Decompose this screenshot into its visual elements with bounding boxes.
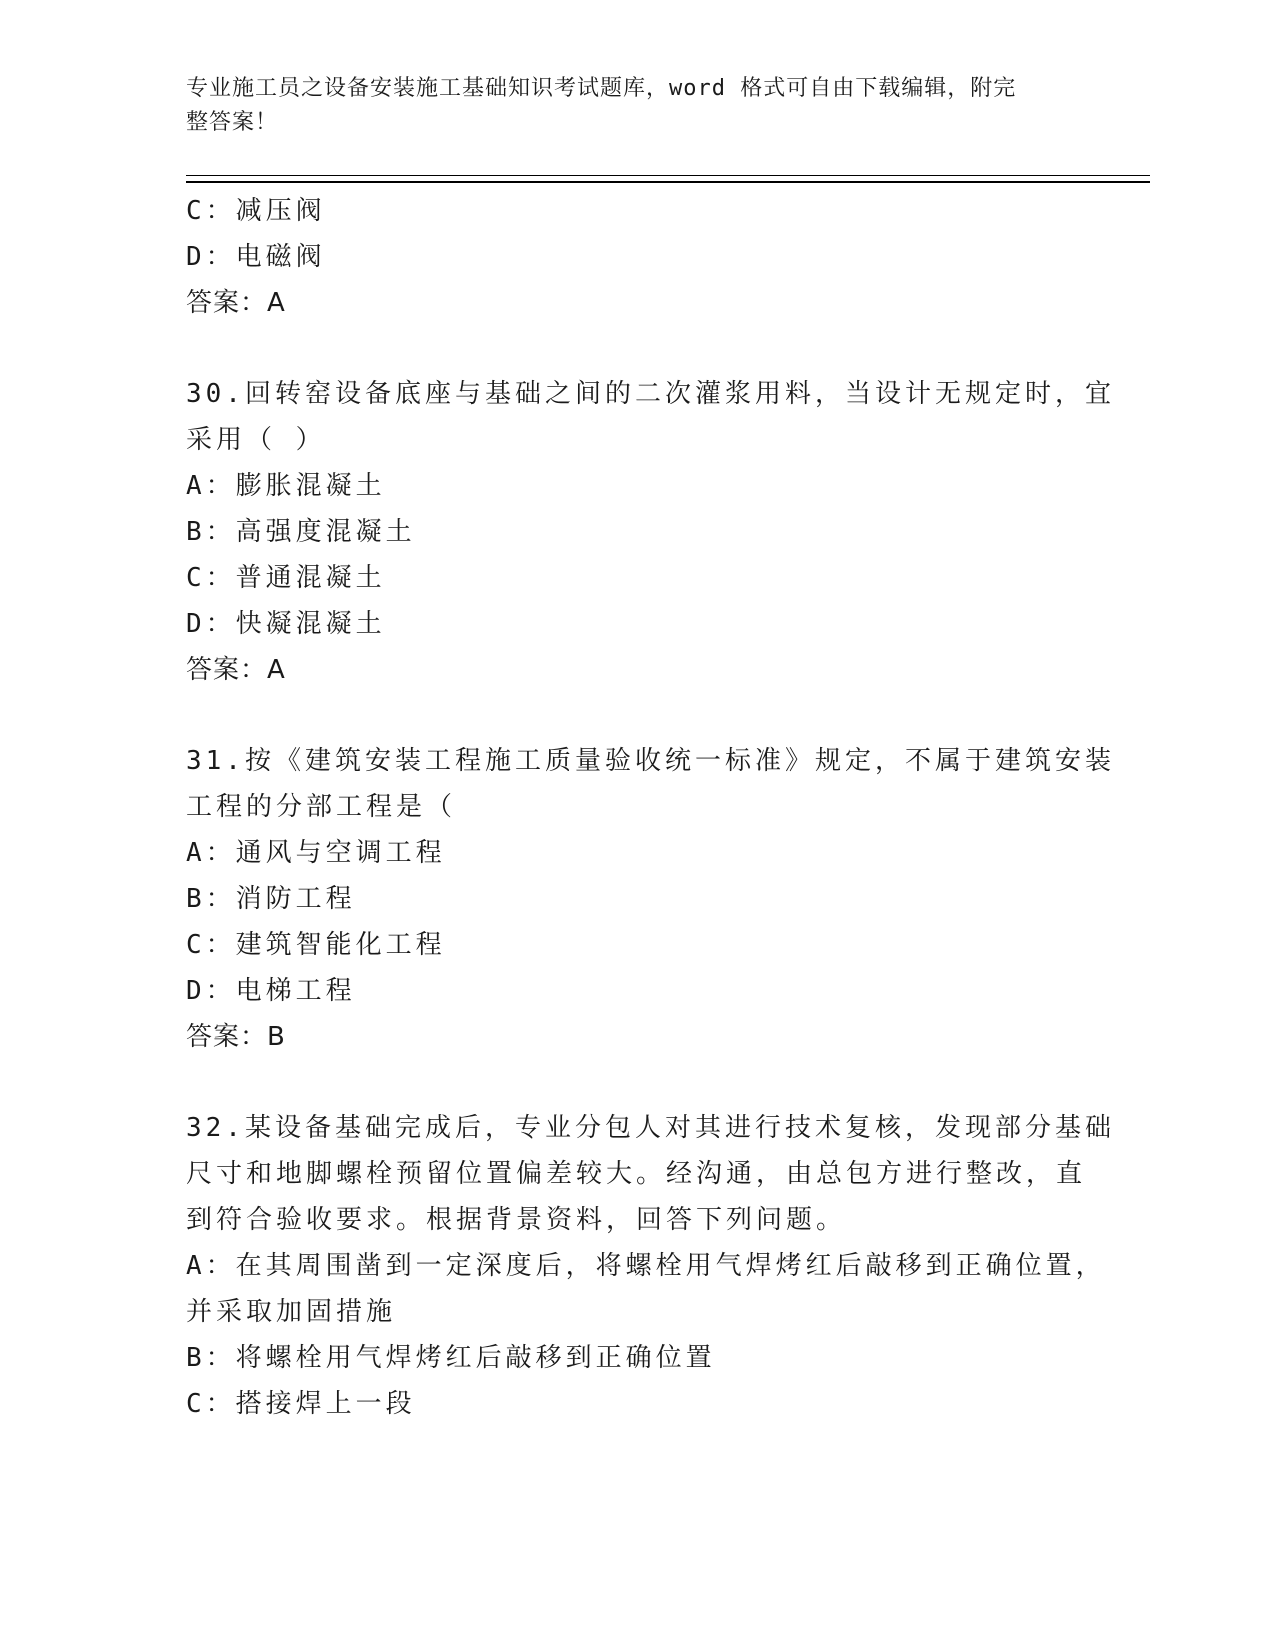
document-body (186, 188, 1115, 1427)
option-b: B：将螺栓用气焊烤红后敲移到正确位置 (186, 1343, 716, 1373)
question-29-tail (186, 188, 1086, 326)
question-stem: 31.按《建筑安装工程施工质量验收统一标准》规定，不属于建筑安装 (186, 746, 1115, 776)
answer-line: 答案：A (186, 288, 286, 318)
question-stem: 32.某设备基础完成后，专业分包人对其进行技术复核，发现部分基础 (186, 1113, 1115, 1143)
option-c: C：建筑智能化工程 (186, 930, 446, 960)
option-b: B：消防工程 (186, 884, 356, 914)
spacer (186, 693, 1086, 738)
question-31 (186, 738, 1115, 1060)
question-30 (186, 371, 1115, 693)
spacer (186, 326, 1086, 371)
question-stem-continued: 工程的分部工程是（ (186, 792, 457, 822)
header-line-2: 整答案！ (186, 110, 279, 135)
option-c: C：普通混凝土 (186, 563, 386, 593)
option-a: A：在其周围凿到一定深度后，将螺栓用气焊烤红后敲移到正确位置， (186, 1251, 1106, 1281)
option-a-continued: 并采取加固措施 (186, 1297, 397, 1327)
question-stem-continued: 尺寸和地脚螺栓预留位置偏差较大。经沟通，由总包方进行整改，直 (186, 1159, 1087, 1189)
option-b: B：高强度混凝土 (186, 517, 416, 547)
question-stem-continued: 采用（ ） (186, 425, 326, 455)
document-header (186, 72, 1066, 140)
option-a: A：膨胀混凝土 (186, 471, 386, 501)
option-c: C：减压阀 (186, 196, 326, 226)
option-d: D：快凝混凝土 (186, 609, 386, 639)
question-stem: 30.回转窑设备底座与基础之间的二次灌浆用料，当设计无规定时，宜 (186, 379, 1115, 409)
header-divider-bottom (186, 181, 1150, 183)
header-divider-top (186, 175, 1150, 176)
answer-line: 答案：B (186, 1022, 286, 1052)
header-line-1: 专业施工员之设备安装施工基础知识考试题库，word 格式可自由下载编辑，附完 (186, 76, 1017, 101)
option-c: C：搭接焊上一段 (186, 1389, 416, 1419)
option-d: D：电磁阀 (186, 242, 326, 272)
question-stem-continued: 到符合验收要求。根据背景资料，回答下列问题。 (186, 1205, 847, 1235)
option-a: A：通风与空调工程 (186, 838, 446, 868)
spacer (186, 1060, 1086, 1105)
answer-line: 答案：A (186, 655, 286, 685)
option-d: D：电梯工程 (186, 976, 356, 1006)
question-32 (186, 1105, 1115, 1427)
